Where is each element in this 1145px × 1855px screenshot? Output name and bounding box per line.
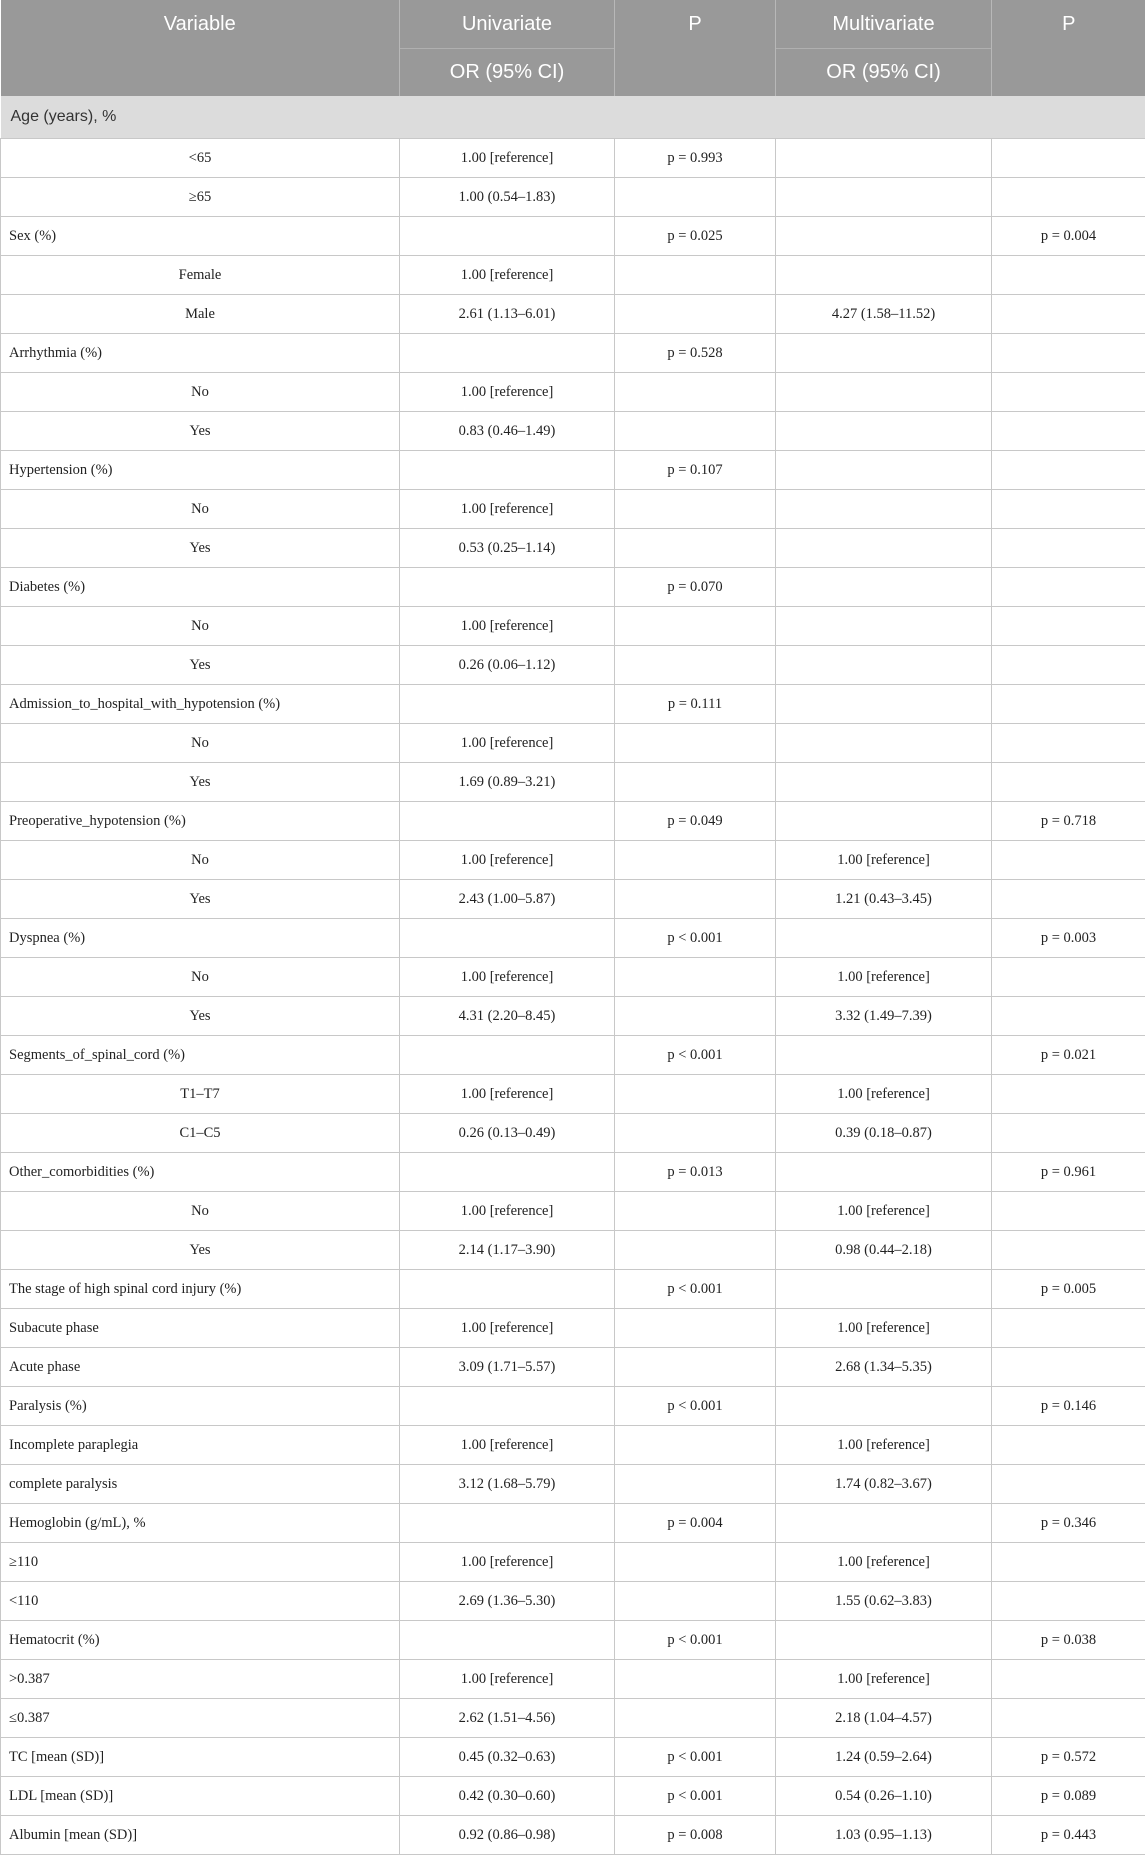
cell-multivariate-p: p = 0.005 [992,1270,1145,1309]
cell-multivariate-p [992,997,1145,1036]
cell-multivariate-p [992,1582,1145,1621]
cell-variable: Albumin [mean (SD)] [1,1816,400,1855]
table-row [1,1465,1145,1504]
header-blank [992,49,1145,97]
cell-univariate-p [615,529,776,568]
table-row [1,1582,1145,1621]
cell-multivariate-p: p = 0.004 [992,217,1145,256]
cell-univariate-p: p = 0.013 [615,1153,776,1192]
cell-multivariate-or [776,724,992,763]
header-variable: Variable [1,0,400,49]
table-row [1,217,1145,256]
cell-variable: C1–C5 [1,1114,400,1153]
cell-multivariate-p [992,1660,1145,1699]
cell-variable: complete paralysis [1,1465,400,1504]
cell-univariate-p [615,1543,776,1582]
cell-univariate-p [615,607,776,646]
table-row [1,1777,1145,1816]
cell-multivariate-or: 3.32 (1.49–7.39) [776,997,992,1036]
cell-univariate-or: 0.42 (0.30–0.60) [400,1777,615,1816]
cell-multivariate-p [992,412,1145,451]
table-row [1,841,1145,880]
cell-multivariate-or [776,490,992,529]
cell-multivariate-p [992,1348,1145,1387]
cell-multivariate-or [776,334,992,373]
cell-multivariate-p: p = 0.038 [992,1621,1145,1660]
cell-multivariate-p: p = 0.146 [992,1387,1145,1426]
table-row [1,1153,1145,1192]
cell-univariate-or [400,1270,615,1309]
cell-multivariate-p [992,724,1145,763]
cell-multivariate-or [776,607,992,646]
cell-multivariate-or: 1.00 [reference] [776,841,992,880]
table-row [1,997,1145,1036]
cell-univariate-or: 1.00 [reference] [400,373,615,412]
cell-multivariate-or [776,217,992,256]
cell-univariate-or [400,1621,615,1660]
header-p-multivariate: P [992,0,1145,49]
cell-multivariate-p [992,256,1145,295]
cell-variable: TC [mean (SD)] [1,1738,400,1777]
cell-variable: Subacute phase [1,1309,400,1348]
cell-multivariate-p [992,685,1145,724]
cell-variable: Yes [1,880,400,919]
cell-univariate-p [615,1114,776,1153]
cell-variable: <65 [1,139,400,178]
cell-univariate-p [615,1426,776,1465]
cell-multivariate-p [992,490,1145,529]
cell-univariate-p [615,880,776,919]
cell-univariate-p: p < 0.001 [615,1270,776,1309]
cell-univariate-p [615,1582,776,1621]
cell-variable: Dyspnea (%) [1,919,400,958]
cell-univariate-or: 1.69 (0.89–3.21) [400,763,615,802]
cell-univariate-p [615,295,776,334]
table-row [1,1036,1145,1075]
cell-univariate-p [615,1231,776,1270]
cell-variable: No [1,373,400,412]
table-row [1,412,1145,451]
header-univariate: Univariate [400,0,615,49]
cell-multivariate-p: p = 0.443 [992,1816,1145,1855]
cell-variable: Yes [1,646,400,685]
cell-multivariate-or [776,1387,992,1426]
cell-variable: Segments_of_spinal_cord (%) [1,1036,400,1075]
cell-univariate-or: 0.53 (0.25–1.14) [400,529,615,568]
cell-univariate-or: 2.14 (1.17–3.90) [400,1231,615,1270]
cell-multivariate-or: 2.68 (1.34–5.35) [776,1348,992,1387]
cell-variable: No [1,958,400,997]
cell-multivariate-or [776,802,992,841]
cell-univariate-or [400,685,615,724]
header-row-1 [1,0,1145,49]
cell-univariate-p: p < 0.001 [615,1738,776,1777]
cell-univariate-or: 1.00 [reference] [400,1309,615,1348]
cell-multivariate-or [776,373,992,412]
cell-multivariate-p [992,880,1145,919]
cell-multivariate-or: 1.00 [reference] [776,958,992,997]
table-row [1,802,1145,841]
cell-univariate-or: 0.92 (0.86–0.98) [400,1816,615,1855]
table-row [1,373,1145,412]
cell-univariate-p: p = 0.070 [615,568,776,607]
cell-multivariate-p: p = 0.572 [992,1738,1145,1777]
cell-univariate-p [615,763,776,802]
table-row [1,1192,1145,1231]
header-multivariate: Multivariate [776,0,992,49]
cell-multivariate-or [776,1036,992,1075]
cell-univariate-or: 1.00 [reference] [400,139,615,178]
table-row [1,139,1145,178]
cell-multivariate-or: 0.54 (0.26–1.10) [776,1777,992,1816]
cell-univariate-p [615,997,776,1036]
cell-variable: Sex (%) [1,217,400,256]
cell-multivariate-p [992,1543,1145,1582]
table-row [1,1348,1145,1387]
cell-multivariate-or [776,1153,992,1192]
cell-univariate-or [400,802,615,841]
cell-multivariate-or [776,1270,992,1309]
cell-multivariate-or: 1.21 (0.43–3.45) [776,880,992,919]
cell-univariate-or: 0.83 (0.46–1.49) [400,412,615,451]
cell-univariate-p: p < 0.001 [615,1777,776,1816]
cell-variable: Yes [1,529,400,568]
cell-variable: Preoperative_hypotension (%) [1,802,400,841]
cell-univariate-p [615,373,776,412]
cell-univariate-p [615,256,776,295]
cell-univariate-or: 1.00 [reference] [400,1543,615,1582]
cell-multivariate-or [776,451,992,490]
table-row [1,295,1145,334]
table-row [1,529,1145,568]
table-row [1,1621,1145,1660]
cell-univariate-p [615,958,776,997]
cell-variable: Yes [1,763,400,802]
cell-multivariate-p: p = 0.346 [992,1504,1145,1543]
cell-univariate-p [615,1309,776,1348]
cell-univariate-p [615,724,776,763]
table-row [1,1231,1145,1270]
cell-variable: T1–T7 [1,1075,400,1114]
cell-multivariate-p: p = 0.089 [992,1777,1145,1816]
cell-univariate-p [615,412,776,451]
cell-multivariate-p: p = 0.003 [992,919,1145,958]
cell-univariate-or: 1.00 [reference] [400,607,615,646]
cell-univariate-p [615,490,776,529]
cell-multivariate-or [776,568,992,607]
cell-multivariate-p: p = 0.718 [992,802,1145,841]
cell-multivariate-or: 1.55 (0.62–3.83) [776,1582,992,1621]
cell-multivariate-p: p = 0.961 [992,1153,1145,1192]
cell-univariate-or: 2.69 (1.36–5.30) [400,1582,615,1621]
table-row [1,1660,1145,1699]
cell-multivariate-p [992,568,1145,607]
cell-univariate-p: p = 0.004 [615,1504,776,1543]
cell-univariate-p: p = 0.528 [615,334,776,373]
cell-multivariate-p [992,334,1145,373]
cell-multivariate-or: 1.00 [reference] [776,1192,992,1231]
cell-univariate-or [400,1504,615,1543]
cell-univariate-p: p = 0.993 [615,139,776,178]
cell-univariate-p [615,1192,776,1231]
cell-variable: Hemoglobin (g/mL), % [1,1504,400,1543]
table-row [1,1075,1145,1114]
cell-univariate-or: 1.00 [reference] [400,724,615,763]
table-row [1,1543,1145,1582]
cell-multivariate-p [992,1699,1145,1738]
cell-univariate-or: 4.31 (2.20–8.45) [400,997,615,1036]
cell-multivariate-p [992,1114,1145,1153]
cell-multivariate-or: 1.24 (0.59–2.64) [776,1738,992,1777]
cell-univariate-or: 2.61 (1.13–6.01) [400,295,615,334]
cell-multivariate-p [992,607,1145,646]
cell-multivariate-p [992,1465,1145,1504]
table-row [1,958,1145,997]
cell-univariate-p: p = 0.107 [615,451,776,490]
table-row [1,1738,1145,1777]
cell-multivariate-or: 1.00 [reference] [776,1543,992,1582]
header-blank [1,49,400,97]
cell-univariate-or [400,334,615,373]
cell-univariate-or: 3.09 (1.71–5.57) [400,1348,615,1387]
cell-univariate-or: 0.26 (0.06–1.12) [400,646,615,685]
cell-multivariate-or [776,919,992,958]
header-blank [615,49,776,97]
table-row [1,607,1145,646]
cell-variable: Yes [1,997,400,1036]
section-row [1,96,1145,139]
table-row [1,763,1145,802]
header-p-univariate: P [615,0,776,49]
cell-multivariate-or: 1.00 [reference] [776,1309,992,1348]
cell-multivariate-or [776,763,992,802]
cell-variable: >0.387 [1,1660,400,1699]
cell-multivariate-p [992,1075,1145,1114]
cell-univariate-p [615,1075,776,1114]
cell-univariate-or: 0.26 (0.13–0.49) [400,1114,615,1153]
cell-univariate-or [400,1036,615,1075]
cell-variable: Diabetes (%) [1,568,400,607]
cell-univariate-or [400,568,615,607]
cell-multivariate-or: 1.00 [reference] [776,1426,992,1465]
cell-univariate-p: p < 0.001 [615,1036,776,1075]
cell-univariate-or: 1.00 [reference] [400,1660,615,1699]
cell-multivariate-or: 1.03 (0.95–1.13) [776,1816,992,1855]
cell-univariate-or [400,1153,615,1192]
cell-univariate-or: 0.45 (0.32–0.63) [400,1738,615,1777]
cell-univariate-or: 1.00 [reference] [400,841,615,880]
cell-univariate-p: p = 0.025 [615,217,776,256]
cell-multivariate-or: 2.18 (1.04–4.57) [776,1699,992,1738]
cell-multivariate-p [992,373,1145,412]
cell-multivariate-or [776,412,992,451]
cell-multivariate-or: 1.74 (0.82–3.67) [776,1465,992,1504]
cell-variable: No [1,841,400,880]
cell-multivariate-p [992,958,1145,997]
cell-variable: Other_comorbidities (%) [1,1153,400,1192]
table-row [1,451,1145,490]
table-row [1,919,1145,958]
cell-multivariate-or: 0.98 (0.44–2.18) [776,1231,992,1270]
cell-variable: ≥110 [1,1543,400,1582]
header-or-multivariate: OR (95% CI) [776,49,992,97]
cell-multivariate-or [776,256,992,295]
cell-variable: Acute phase [1,1348,400,1387]
cell-univariate-p [615,841,776,880]
cell-univariate-p [615,178,776,217]
cell-variable: No [1,490,400,529]
cell-multivariate-p [992,178,1145,217]
cell-univariate-or: 1.00 [reference] [400,958,615,997]
cell-multivariate-or [776,529,992,568]
cell-univariate-or: 1.00 [reference] [400,1192,615,1231]
cell-variable: Male [1,295,400,334]
cell-univariate-or: 2.43 (1.00–5.87) [400,880,615,919]
cell-multivariate-p [992,763,1145,802]
cell-variable: ≤0.387 [1,1699,400,1738]
cell-multivariate-p [992,295,1145,334]
table-row [1,1309,1145,1348]
table-row [1,685,1145,724]
table-row [1,568,1145,607]
cell-variable: Yes [1,412,400,451]
cell-multivariate-or [776,139,992,178]
cell-univariate-p [615,1699,776,1738]
table-row [1,1114,1145,1153]
cell-multivariate-p [992,1231,1145,1270]
cell-univariate-or: 2.62 (1.51–4.56) [400,1699,615,1738]
cell-univariate-p [615,1465,776,1504]
cell-univariate-p: p < 0.001 [615,1621,776,1660]
cell-variable: No [1,607,400,646]
table-row [1,1699,1145,1738]
table-row [1,1387,1145,1426]
cell-univariate-or: 1.00 [reference] [400,490,615,529]
cell-univariate-or [400,451,615,490]
cell-univariate-or [400,1387,615,1426]
cell-variable: No [1,1192,400,1231]
cell-variable: Arrhythmia (%) [1,334,400,373]
cell-univariate-p: p = 0.008 [615,1816,776,1855]
cell-variable: The stage of high spinal cord injury (%) [1,1270,400,1309]
cell-univariate-or: 1.00 [reference] [400,256,615,295]
cell-univariate-or: 1.00 [reference] [400,1426,615,1465]
cell-univariate-p [615,1348,776,1387]
cell-multivariate-p [992,646,1145,685]
cell-univariate-or [400,217,615,256]
cell-multivariate-or [776,178,992,217]
cell-variable: Hypertension (%) [1,451,400,490]
cell-multivariate-or: 4.27 (1.58–11.52) [776,295,992,334]
header-row-2 [1,49,1145,97]
cell-variable: ≥65 [1,178,400,217]
cell-variable: No [1,724,400,763]
table-row [1,646,1145,685]
table-row [1,1816,1145,1855]
table-row [1,334,1145,373]
table-header [1,0,1145,96]
table-row [1,490,1145,529]
cell-variable: Hematocrit (%) [1,1621,400,1660]
cell-multivariate-or: 1.00 [reference] [776,1075,992,1114]
table-body [1,96,1145,1855]
cell-univariate-p: p < 0.001 [615,1387,776,1426]
cell-multivariate-p: p = 0.021 [992,1036,1145,1075]
table-row [1,880,1145,919]
cell-multivariate-or [776,1504,992,1543]
cell-variable: <110 [1,1582,400,1621]
table-row [1,1426,1145,1465]
table-row [1,1270,1145,1309]
cell-univariate-p [615,646,776,685]
cell-variable: Incomplete paraplegia [1,1426,400,1465]
cell-variable: LDL [mean (SD)] [1,1777,400,1816]
cell-univariate-or: 1.00 (0.54–1.83) [400,178,615,217]
table-row [1,724,1145,763]
cell-multivariate-p [992,841,1145,880]
cell-variable: Admission_to_hospital_with_hypotension (%) [1,685,400,724]
cell-univariate-or: 3.12 (1.68–5.79) [400,1465,615,1504]
cell-univariate-p: p = 0.111 [615,685,776,724]
cell-variable: Yes [1,1231,400,1270]
cell-multivariate-p [992,1309,1145,1348]
cell-variable: Paralysis (%) [1,1387,400,1426]
table-row [1,1504,1145,1543]
cell-variable: Female [1,256,400,295]
cell-univariate-or: 1.00 [reference] [400,1075,615,1114]
cell-multivariate-p [992,529,1145,568]
cell-univariate-p [615,1660,776,1699]
table-row [1,256,1145,295]
header-or-univariate: OR (95% CI) [400,49,615,97]
cell-univariate-or [400,919,615,958]
section-label: Age (years), % [1,96,1145,139]
cell-multivariate-p [992,1426,1145,1465]
cell-multivariate-p [992,451,1145,490]
cell-univariate-p: p = 0.049 [615,802,776,841]
cell-multivariate-or: 1.00 [reference] [776,1660,992,1699]
table-row [1,178,1145,217]
cell-multivariate-p [992,139,1145,178]
cell-multivariate-or: 0.39 (0.18–0.87) [776,1114,992,1153]
cell-multivariate-or [776,646,992,685]
cell-univariate-p: p < 0.001 [615,919,776,958]
cell-multivariate-or [776,1621,992,1660]
cell-multivariate-or [776,685,992,724]
cell-multivariate-p [992,1192,1145,1231]
